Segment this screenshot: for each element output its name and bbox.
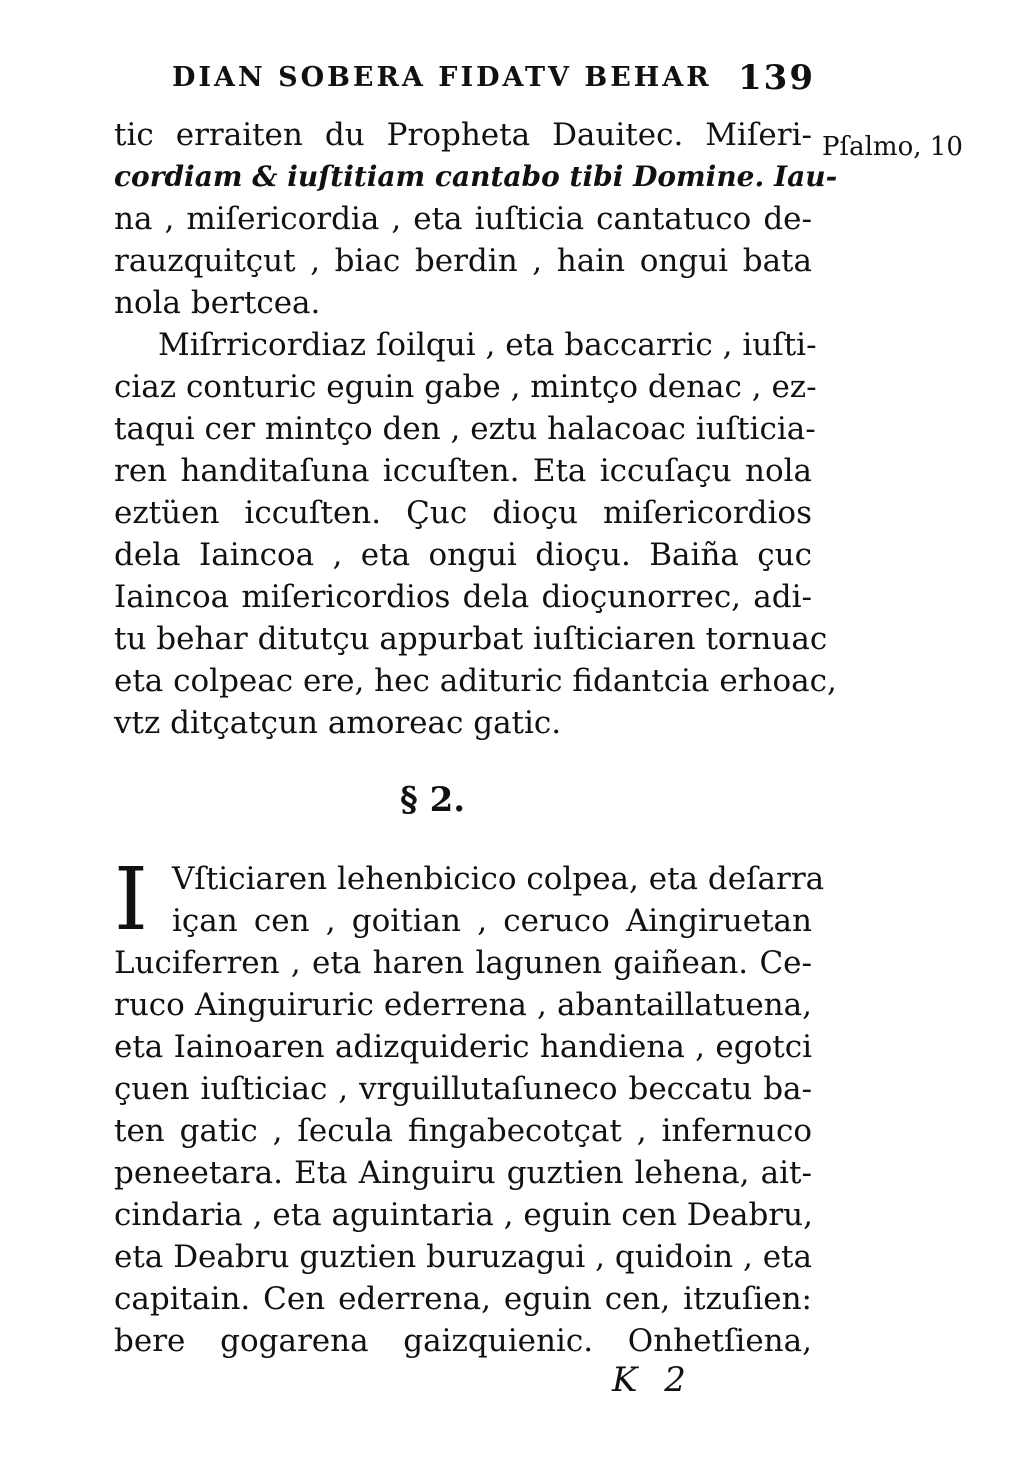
paragraph-1 xyxy=(114,114,838,324)
text-line: rauzquitçut , biac berdin , hain ongui bata xyxy=(114,243,812,279)
text-line: Vſticiaren lehenbicico colpea, eta deſarra xyxy=(172,861,825,897)
section-mark: § 2. xyxy=(400,780,466,820)
text-line: eta colpeac ere, hec adituric fidantcia erhoac, xyxy=(114,663,837,699)
text-line: na , miſericordia , eta iuſticia cantatuco de- xyxy=(114,201,812,237)
text-line: taqui cer mintço den , eztu halacoac iuſticia- xyxy=(114,411,816,447)
running-head: DIAN SOBERA FIDATV BEHAR xyxy=(172,62,712,93)
text-line: çuen iuſticiac , vrguillutaſuneco beccatu ba- xyxy=(114,1071,812,1107)
text-line: ten gatic , ſecula fingabecotçat , infernuco xyxy=(114,1113,812,1149)
text-line: bere gogarena gaizquienic. Onhetſiena, xyxy=(114,1323,812,1359)
text-line: ren handitaſuna iccuſten. Eta iccuſaçu nola xyxy=(114,453,812,489)
text-line: tu behar ditutçu appurbat iuſticiaren tornuac xyxy=(114,621,828,657)
text-line: tic erraiten du Propheta Dauitec. Miſeri- xyxy=(114,117,812,153)
text-line: cindaria , eta aguintaria , eguin cen Deabru, xyxy=(114,1197,813,1233)
drop-capital: I xyxy=(114,850,148,950)
margin-note: Pſalmo, 10 xyxy=(822,132,963,162)
text-line: capitain. Cen ederrena, eguin cen, itzuſien: xyxy=(114,1281,812,1317)
paragraph-3 xyxy=(114,850,825,1362)
text-line: Miſrricordiaz ſoilqui , eta baccarric , iuſti- xyxy=(158,327,817,363)
text-line: ruco Ainguiruric ederrena , abantaillatuena, xyxy=(114,987,812,1023)
text-line: Luciferren , eta haren lagunen gaiñean. Ce- xyxy=(114,945,812,981)
text-line: Iaincoa miſericordios dela dioçunorrec, adi- xyxy=(114,579,812,615)
text-line: ciaz conturic eguin gabe , mintço denac , ez- xyxy=(114,369,817,405)
paragraph-2 xyxy=(114,324,837,744)
text-line: içan cen , goitian , ceruco Aingiruetan xyxy=(172,903,812,939)
text-line: peneetara. Eta Ainguiru guztien lehena, ait- xyxy=(114,1155,812,1191)
text-line: eta Iainoaren adizquideric handiena , egotci xyxy=(114,1029,812,1065)
text-line: eztüen iccuſten. Çuc dioçu miſericordios xyxy=(114,495,812,531)
text-line: eta Deabru guztien buruzagui , quidoin , eta xyxy=(114,1239,812,1275)
page-number: 139 xyxy=(738,58,815,98)
text-line: nola bertcea. xyxy=(114,285,321,321)
text-line: vtz ditçatçun amoreac gatic. xyxy=(114,705,562,741)
text-line-latin-quote: cordiam & iuſtitiam cantabo tibi Domine. Iau- xyxy=(114,160,838,193)
signature-mark: K 2 xyxy=(612,1360,694,1400)
text-line: dela Iaincoa , eta ongui dioçu. Baiña çuc xyxy=(114,537,812,573)
